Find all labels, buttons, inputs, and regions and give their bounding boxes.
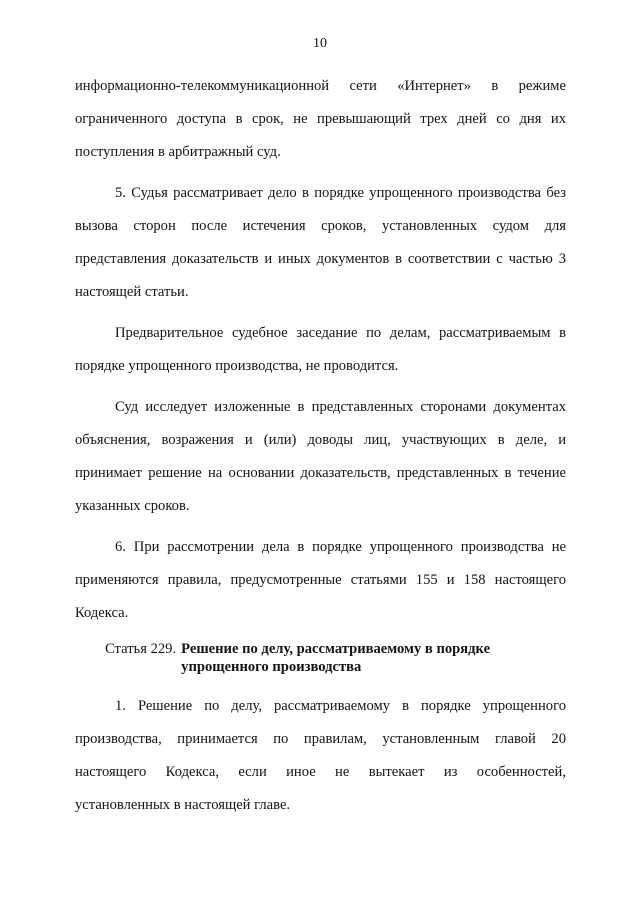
text-line: настоящего Кодекса, если иное не вытекает из особенностей, [75, 764, 566, 780]
text-line: указанных сроков. [75, 498, 190, 514]
text-line: поступления в арбитражный суд. [75, 144, 281, 160]
text-line: настоящей статьи. [75, 284, 189, 300]
paragraph-continuation [75, 70, 566, 169]
article-paragraph-item-1 [75, 690, 566, 822]
paragraph-court-examines [75, 391, 566, 523]
text-line: Кодекса. [75, 605, 129, 621]
text-line: 1. Решение по делу, рассматриваемому в порядке упрощенного [115, 698, 566, 714]
article-title-line: Решение по делу, рассматриваемому в порядке [181, 641, 491, 657]
text-line: представления доказательств и иных документов в соответствии с частью 3 [75, 251, 566, 267]
text-line: Суд исследует изложенные в представленных сторонами документах [115, 399, 566, 415]
text-line: производства, принимается по правилам, установленным главой 20 [75, 731, 566, 747]
text-line: порядке упрощенного производства, не проводится. [75, 358, 399, 374]
document-body [75, 70, 566, 822]
article-heading [75, 640, 566, 676]
text-line: вызова сторон после истечения сроков, установленных судом для [75, 218, 566, 234]
text-line: Предварительное судебное заседание по делам, рассматриваемым в [115, 325, 566, 341]
text-line: 5. Судья рассматривает дело в порядке упрощенного производства без [115, 185, 566, 201]
article-title [181, 640, 490, 676]
text-line: принимает решение на основании доказательств, представленных в течение [75, 465, 566, 481]
article-number: Статья 229. [105, 641, 177, 657]
text-line: 6. При рассмотрении дела в порядке упрощенного производства не [115, 539, 566, 555]
text-line: объяснения, возражения и (или) доводы лиц, участвующих в деле, и [75, 432, 566, 448]
page-number: 10 [313, 36, 327, 51]
paragraph-item-6 [75, 531, 566, 630]
paragraph-preliminary-hearing [75, 317, 566, 383]
text-line: ограниченного доступа в срок, не превышающий трех дней со дня их [75, 111, 566, 127]
article-title-line: упрощенного производства [181, 659, 362, 675]
text-line: применяются правила, предусмотренные статьями 155 и 158 настоящего [75, 572, 566, 588]
text-line: установленных в настоящей главе. [75, 797, 291, 813]
text-line: информационно-телекоммуникационной сети «Интернет» в режиме [75, 78, 566, 94]
paragraph-item-5 [75, 177, 566, 309]
